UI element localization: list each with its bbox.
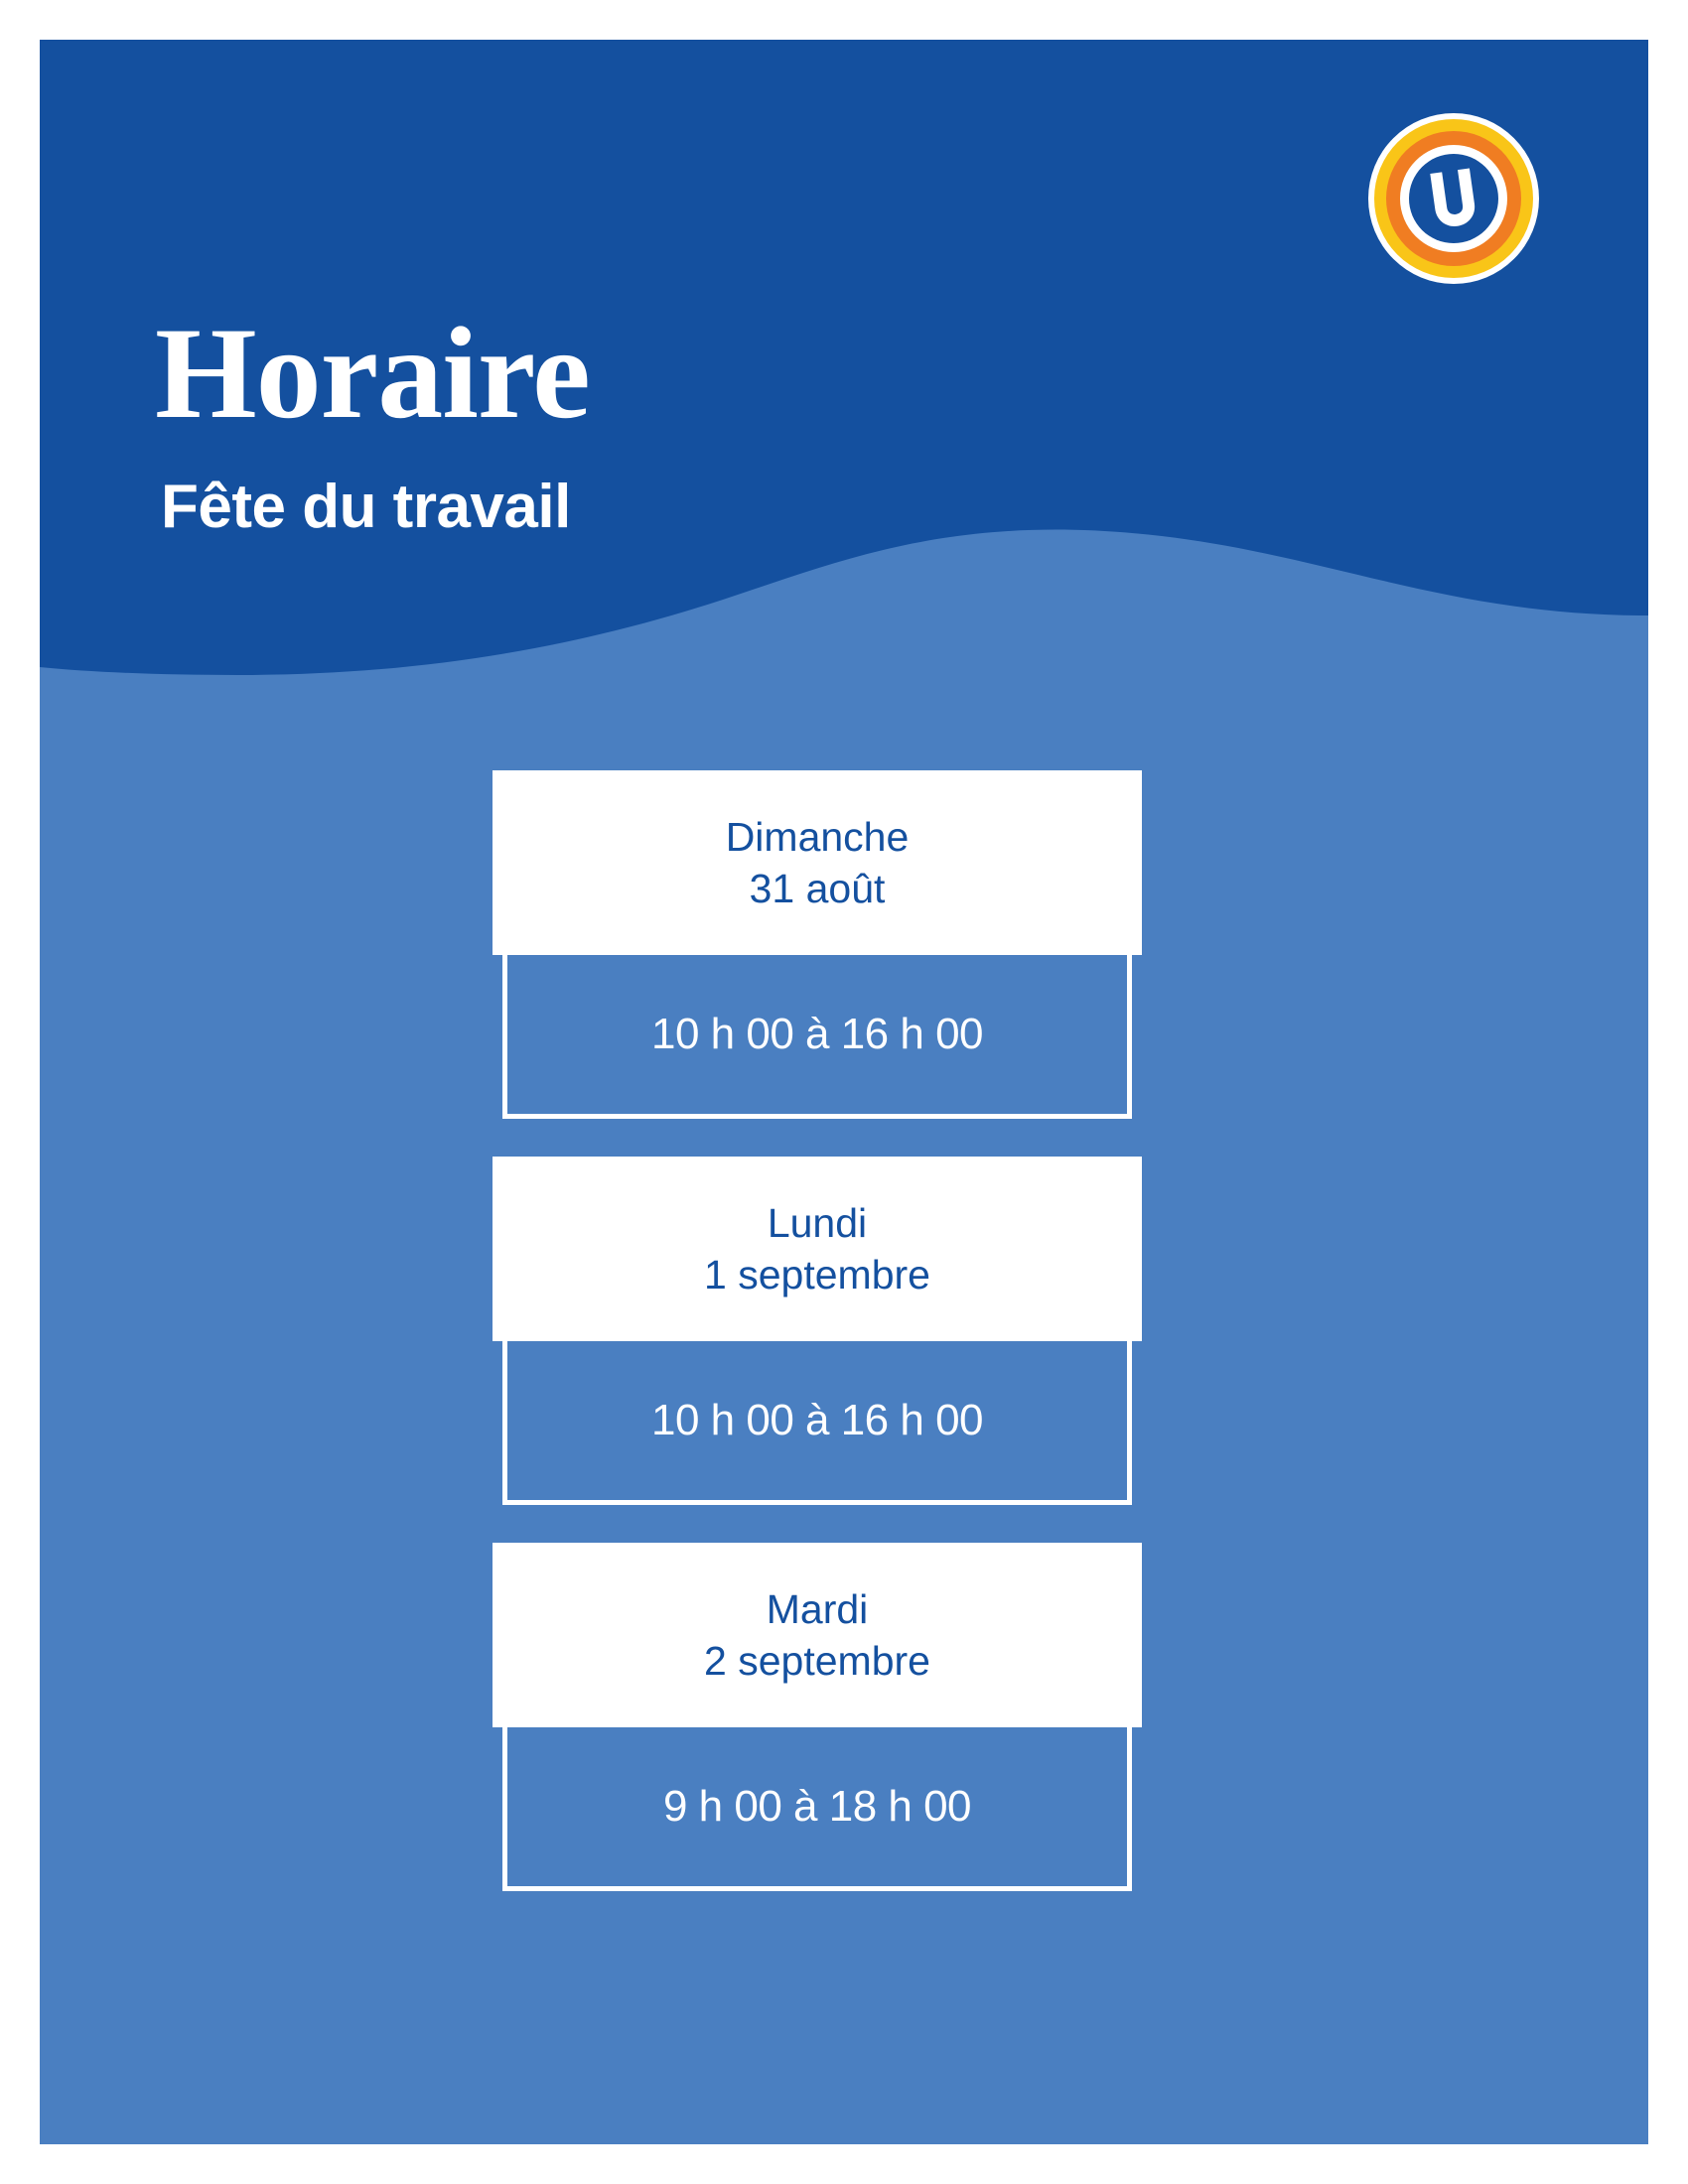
page-subtitle: Fête du travail (161, 473, 571, 541)
schedule-card-hours (502, 955, 1132, 1119)
page-title: Horaire (155, 300, 590, 446)
schedule-card-day (497, 775, 1137, 955)
schedule-card-day-outline (492, 1157, 1142, 1341)
title-block (155, 300, 1148, 541)
schedule-card-hours (502, 1727, 1132, 1891)
schedule-card-day (497, 1548, 1137, 1727)
schedule-day-of-week: Lundi (767, 1199, 868, 1246)
schedule-card (492, 1157, 1142, 1505)
schedule-hours-text: 10 h 00 à 16 h 00 (650, 1395, 984, 1444)
schedule-date: 2 septembre (704, 1638, 930, 1685)
schedule-hours-text: 10 h 00 à 16 h 00 (650, 1009, 984, 1058)
schedule-hours-text: 9 h 00 à 18 h 00 (662, 1781, 972, 1831)
schedule-card-hours (502, 1341, 1132, 1505)
coop-u-logo (1366, 111, 1541, 286)
schedule-day-of-week: Dimanche (725, 814, 910, 860)
schedule-card-day (497, 1161, 1137, 1341)
schedule-card (492, 770, 1142, 1119)
schedule-date: 1 septembre (704, 1252, 930, 1298)
schedule-card (492, 1543, 1142, 1891)
schedule-day-of-week: Mardi (766, 1585, 869, 1632)
schedule-poster (40, 40, 1648, 2144)
schedule-date: 31 août (749, 866, 886, 912)
schedule-card-day-outline (492, 770, 1142, 955)
schedule-list (492, 770, 1148, 1929)
schedule-card-day-outline (492, 1543, 1142, 1727)
